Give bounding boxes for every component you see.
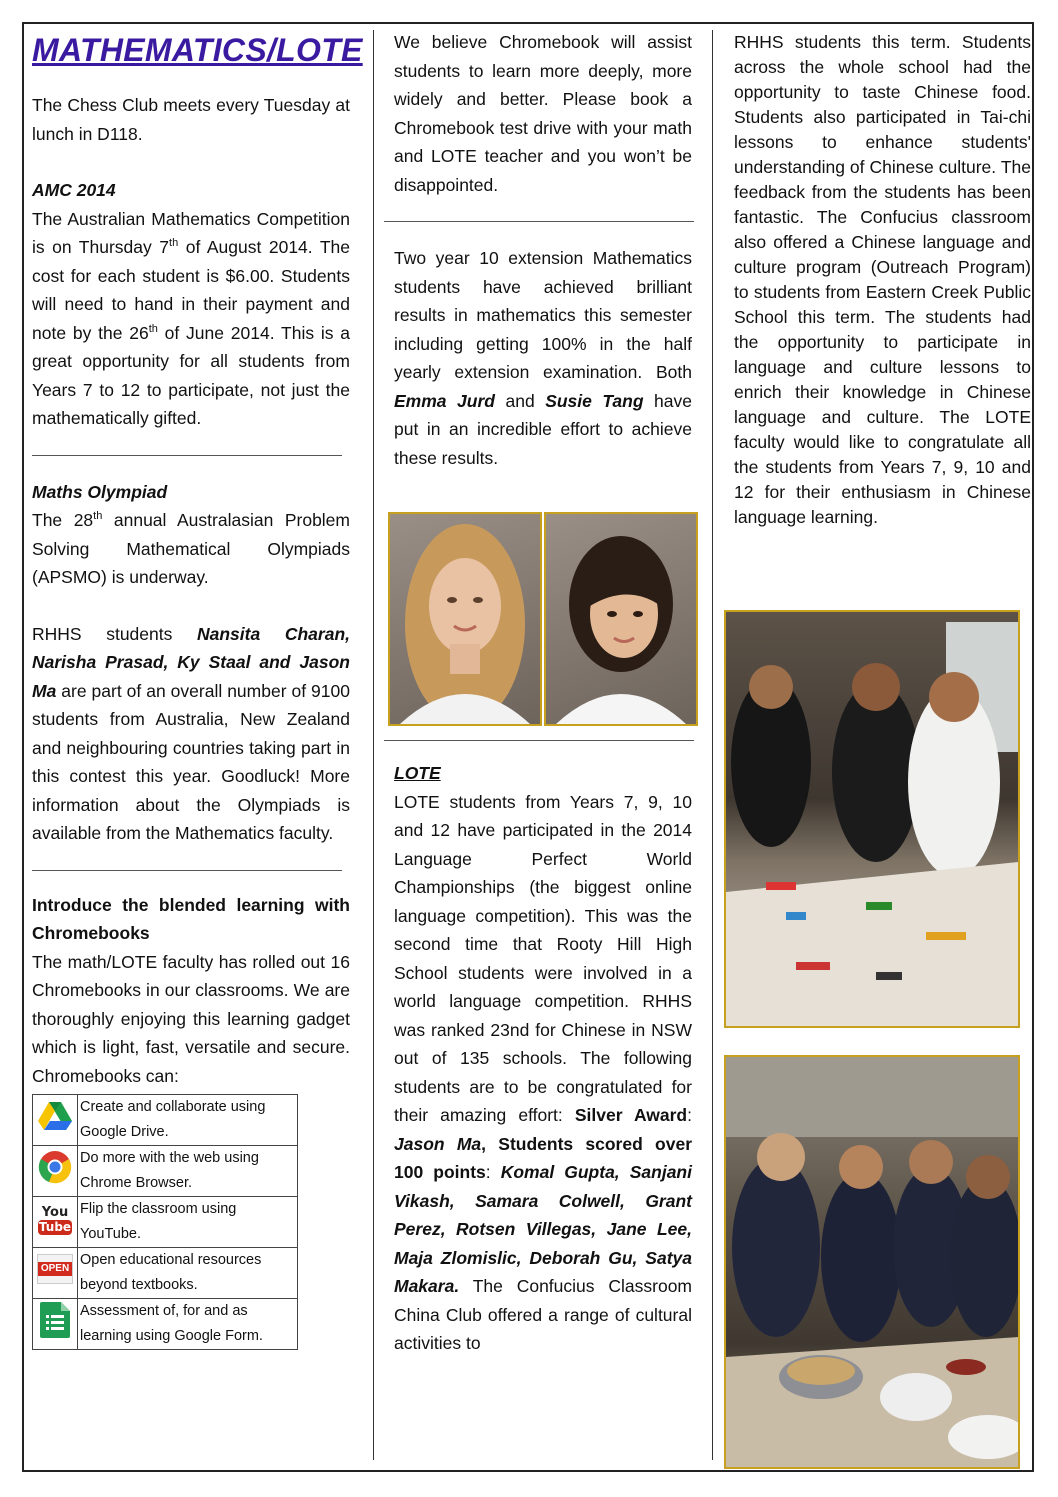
chinese-characters-class-photo [724, 610, 1020, 1028]
table-cell: Create and collaborate using Google Drive. [78, 1095, 298, 1146]
chromebook-continued-paragraph: We believe Chromebook will assist students to learn more deeply, more widely and better. Please book a Chromebook test drive with your math and LOTE teacher and you won’t be disappointed. [394, 32, 692, 195]
rhhs-olympiad-paragraph: RHHS students Nansita Charan, Narisha Prasad, Ky Staal and Jason Ma are part of an overall number of 9100 students from Australia, New Zealand and neighbouring countries taking part in this contest this year. Goodluck! More information about the Olympiads is available from the Mathematics faculty. [32, 623, 350, 843]
youtube-icon: You Tube [38, 1204, 72, 1234]
table-cell: Open educational resources beyond textbooks. [78, 1248, 298, 1299]
table-row [33, 1197, 298, 1248]
table-row [33, 1299, 298, 1350]
confucius-paragraph: RHHS students this term. Students across the whole school had the opportunity to taste Chinese food. Students also participated in Tai-chi lessons to enhance students' understanding of Chinese culture. The feedback from the students has been fantastic. The Confucius classroom also offered a Chinese language and culture program (Outreach Program) to students from Eastern Creek Public School this term. The students had the opportunity to participate in language and culture lessons to enrich their knowledge in Chinese language and culture. The LOTE faculty would like to congratulate all the students from Years 7, 9, 10 and 12 for their enthusiasm in Chinese language learning. [734, 32, 1031, 527]
chromebook-features-table [32, 1094, 298, 1350]
lote-heading: LOTE [394, 763, 441, 783]
chinese-food-class-photo [724, 1055, 1020, 1469]
column-1 [32, 24, 363, 1350]
chrome-icon [38, 1150, 72, 1184]
table-cell: Assessment of, for and as learning using Google Form. [78, 1299, 298, 1350]
column-3 [734, 30, 1031, 530]
lote-paragraph: LOTE students from Years 7, 9, 10 and 12 have participated in the 2014 Language Perfect World Championships (the biggest online language competition). This was the second time that Rooty Hill High School students were involved in a world language competition. RHHS was ranked 23nd for Chinese in NSW out of 135 schools. The following students are to be congratulated for their amazing effort: Silver Award: Jason Ma, Students scored over 100 points: Komal Gupta, Sanjani Vikash, Samara Colwell, Grant Perez, Rotsen Villegas, Jane Lee, Maja Zlomislic, Deborah Gu, Satya Makara. The Confucius Classroom China Club offered a range of cultural activities to [394, 791, 693, 1353]
amc-paragraph: The Australian Mathematics Competition is on Thursday 7th of August 2014. The cost for each student is $6.00. Students will need to hand in their payment and note by the 26th of June 2014. This is a great opportunity for all students from Years 7 to 12 to participate, not just the mathematically gifted. [32, 208, 351, 428]
olympiad-paragraph: The 28th annual Australasian Problem Solving Mathematical Olympiads (APSMO) is underway. [32, 510, 350, 587]
table-row [33, 1146, 298, 1197]
column-divider-left [373, 30, 374, 1460]
page-title: MATHEMATICS/LOTE [32, 32, 363, 68]
table-row [33, 1248, 298, 1299]
student-photos [394, 472, 692, 730]
extension-paragraph: Two year 10 extension Mathematics students have achieved brilliant results in mathematics this semester including getting 100% in the half yearly extension examination. Both Emma Jurd and Susie Tang have put in an incredible effort to achieve these results. [394, 248, 693, 468]
google-drive-icon [38, 1101, 72, 1131]
column-2 [394, 28, 692, 1358]
column-divider-right [712, 30, 713, 1460]
table-cell: Flip the classroom using YouTube. [78, 1197, 298, 1248]
student-photo-emma [388, 512, 542, 726]
google-forms-icon [40, 1302, 70, 1338]
student-photo-susie [544, 512, 698, 726]
table-cell: Do more with the web using Chrome Browser. [78, 1146, 298, 1197]
newsletter-page [22, 22, 1034, 1472]
chromebook-heading: Introduce the blended learning with Chromebooks [32, 894, 350, 943]
chess-club-paragraph: The Chess Club meets every Tuesday at lunch in D118. [32, 95, 350, 144]
chromebook-paragraph: The math/LOTE faculty has rolled out 16 Chromebooks in our classrooms. We are thoroughly enjoying this learning gadget which is light, fast, versatile and secure. Chromebooks can: [32, 951, 350, 1086]
open-resources-icon: OPEN [37, 1254, 73, 1284]
amc-heading: AMC 2014 [32, 180, 116, 200]
olympiad-heading: Maths Olympiad [32, 481, 168, 502]
table-row [33, 1095, 298, 1146]
